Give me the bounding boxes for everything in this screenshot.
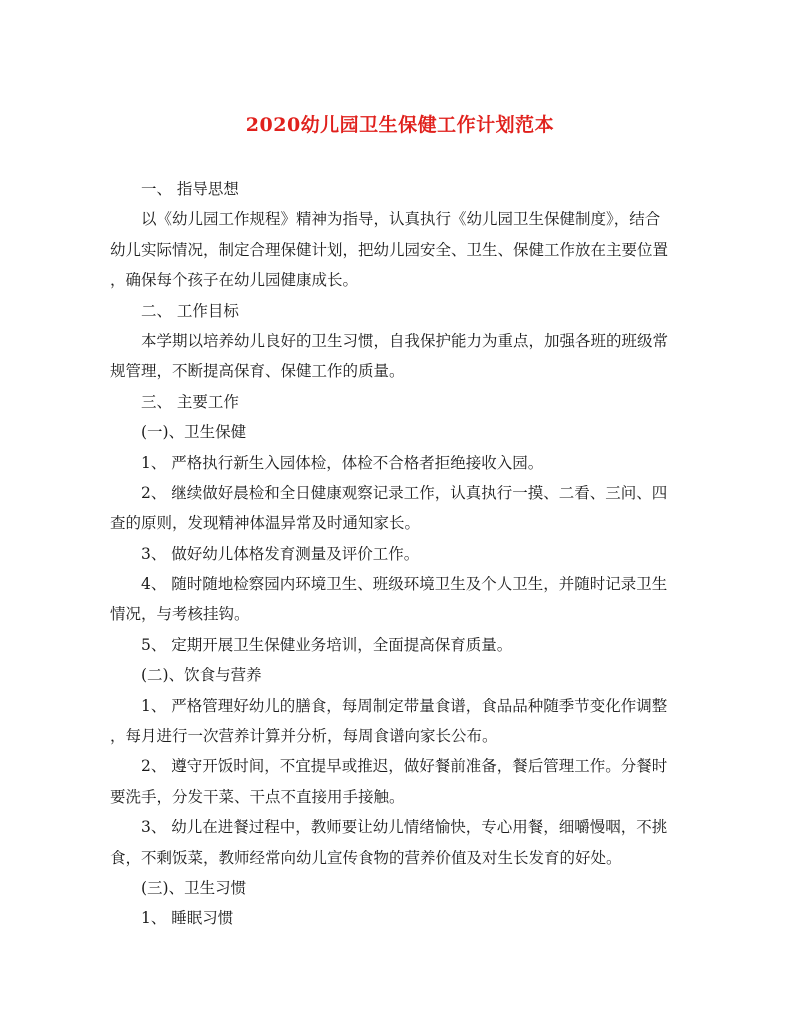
- body-line: 2、 继续做好晨检和全日健康观察记录工作，认真执行一摸、二看、三问、四: [141, 483, 668, 502]
- body-line: (三)、卫生习惯: [141, 878, 247, 897]
- body-line: 以《幼儿园工作规程》精神为指导，认真执行《幼儿园卫生保健制度》，结合: [141, 210, 661, 229]
- body-line: 幼儿实际情况，制定合理保健计划，把幼儿园安全、卫生、保健工作放在主要位置: [110, 240, 669, 259]
- body-line: 三、 主要工作: [141, 392, 239, 411]
- body-line: (一)、卫生保健: [141, 423, 247, 442]
- body-line: 2、 遵守开饭时间，不宜提早或推迟，做好餐前准备，餐后管理工作。分餐时: [141, 757, 668, 776]
- body-line: 3、 做好幼儿体格发育测量及评价工作。: [141, 544, 420, 563]
- body-line: 本学期以培养幼儿良好的卫生习惯，自我保护能力为重点，加强各班的班级常: [141, 331, 669, 350]
- body-line: 4、 随时随地检察园内环境卫生、班级环境卫生及个人卫生，并随时记录卫生: [141, 575, 668, 594]
- body-line: ，确保每个孩子在幼儿园健康成长。: [110, 271, 359, 290]
- body-line: 二、 工作目标: [141, 301, 239, 320]
- body-line: ，每月进行一次营养计算并分析，每周食谱向家长公布。: [110, 727, 498, 746]
- document-title: 2020幼儿园卫生保健工作计划范本: [245, 114, 555, 136]
- body-line: 食，不剩饭菜，教师经常向幼儿宣传食物的营养价值及对生长发育的好处。: [110, 848, 622, 867]
- body-line: 查的原则，发现精神体温异常及时通知家长。: [110, 514, 421, 533]
- body-line: 要洗手，分发干菜、干点不直接用手接触。: [110, 787, 405, 806]
- body-line: 1、 睡眠习惯: [141, 909, 234, 928]
- body-line: 1、 严格管理好幼儿的膳食，每周制定带量食谱，食品品种随季节变化作调整: [141, 696, 668, 715]
- body-line: 1、 严格执行新生入园体检，体检不合格者拒绝接收入园。: [141, 453, 544, 472]
- body-line: (二)、饮食与营养: [141, 666, 262, 685]
- body-line: 5、 定期开展卫生保健业务培训，全面提高保育质量。: [141, 635, 513, 654]
- body-line: 3、 幼儿在进餐过程中，教师要让幼儿情绪愉快，专心用餐，细嚼慢咽，不挑: [141, 818, 668, 837]
- body-line: 一、 指导思想: [141, 180, 239, 198]
- body-line: 规管理，不断提高保育、保健工作的质量。: [110, 362, 405, 381]
- body-line: 情况，与考核挂钩。: [110, 605, 250, 624]
- document-body: [110, 174, 692, 934]
